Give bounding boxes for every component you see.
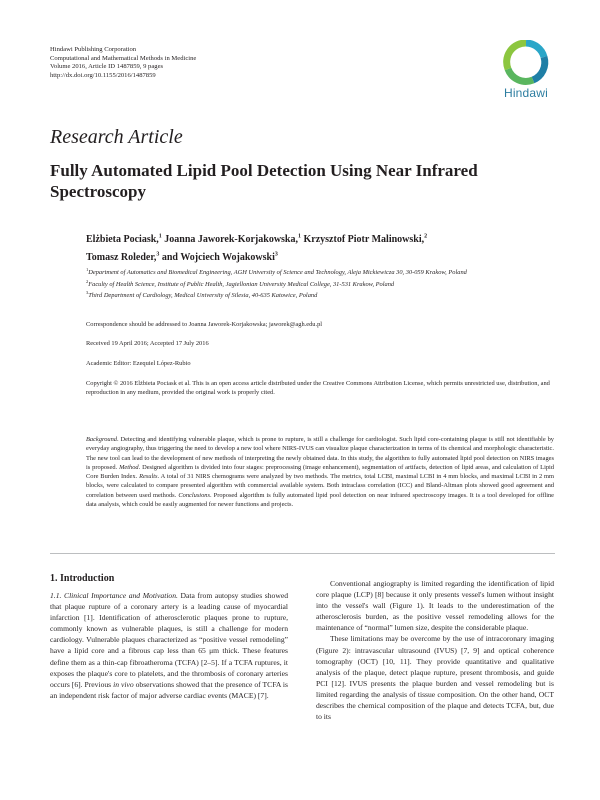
subsection-heading: 1.1. Clinical Importance and Motivation. xyxy=(50,591,178,600)
journal-header xyxy=(50,46,196,80)
affiliation: $^3$Third Department of Cardiology, Medical University of Silesia, 40-635 Katowice, Poland xyxy=(86,290,318,300)
publisher-name: Hindawi Publishing Corporation xyxy=(50,46,137,53)
author: Elżbieta Pociask,$^1$ xyxy=(86,234,162,246)
paper-title: Fully Automated Lipid Pool Detection Using Near Infrared Spectroscopy xyxy=(50,161,478,201)
affiliation: $^2$Faculty of Health Science, Institute of Public Health, Jagiellonian University Medical College, 31-531 Krakow, Poland xyxy=(86,278,395,288)
section-heading: 1. Introduction xyxy=(50,573,115,584)
body-column-right xyxy=(316,578,554,722)
abstract-background-label: Background xyxy=(86,436,117,443)
doi-link[interactable]: http://dx.doi.org/10.1155/2016/1487859 xyxy=(50,71,156,79)
paragraph: These limitations may be overcome by the use of intracoronary imaging (Figure 2): intravascular ultrasound (IVUS) [7, 9] and optical coherence tomography (OCT) [10, 11]. They provide quantitative and qualitative analysis of the plaque, detect plaque rupture, present thrombosis, and guide PCI [12]. IVUS presents the plaque burden and vessel remodeling but is limited regarding the analysis of tissue composition. On the other hand, OCT describes the chemical composition of the plaque and detects TCFA, but, due to its xyxy=(316,634,554,722)
affiliations xyxy=(86,266,556,301)
author-list xyxy=(86,230,526,265)
author: Joanna Jaworek-Korjakowska,$^1$ xyxy=(164,234,301,246)
abstract-method-label: Method xyxy=(119,463,139,471)
abstract: Background. Detecting and identifying vulnerable plaque, which is prone to rupture, is still a challenge for cardiologist. Such lipid core-containing plaque is still not identifiable by everyday angiography, thus triggering the need to develop a new tool where NIRS-IVUS can visualize plaque characterization in terms of its chemical and morphologic characteristic. The new tool can lead to the development of new methods of interpreting the newly obtained data. In this study, the algorithm to fully automated lipid pool detection on NIRS images is proposed. Method. Designed algorithm is divided into four stages: preprocessing (image enhancement), segmentation of artifacts, detection of lipid areas, and calculation of Lipid Core Burden Index. Results. A total of 31 NIRS chemograms were analyzed by two methods. The metrics, total LCBI, maximal LCBI in 4 mm blocks, and maximal LCBI in 2 mm blocks, were calculated to compare presented algorithm with commercial available system. Both intraclass correlation (ICC) and Bland-Altman plots showed good agreement and correlation between used methods. Conclusions. Proposed algorithm is fully automated lipid pool detection on near infrared spectroscopy images. It is a tool developed for offline data analysis, which could be easily augmented for newer functions and projects. xyxy=(86,436,555,509)
academic-editor: Academic Editor: Ezequiel López-Rubio xyxy=(86,360,191,367)
body-column-left: 1.1. Clinical Importance and Motivation. Data from autopsy studies showed that plaque rupture of a coronary artery is a leading cause of myocardial infarction [1]. Identification of atherosclerotic plaques prone to rupture, commonly known as vulnerable plaques, is still a challenge for modern cardiology. Vulnerable plaques characterized as “positive vessel remodeling” have a lipid core and a fibrous cap less than 65 μm thick. These features define them as a thin-cap fibroatheroma (TCFA) [2–5]. If a TCFA ruptures, it exposes the plaque's core to platelets, and the thrombosis of coronary arteries occurs [6]. Previous in vivo observations showed that the presence of TCFA is an independent risk factor of major adverse cardiac events (MACE) [7]. xyxy=(50,591,288,700)
copyright-notice: Copyright © 2016 Elżbieta Pociask et al. This is an open access article distributed under the Creative Commons Attribution License, which permits unrestricted use, distribution, and reproduction in any medium, provided the original work is properly cited. xyxy=(86,380,550,396)
section-divider xyxy=(50,553,555,554)
logo-text: Hindawi xyxy=(503,86,549,100)
received-dates: Received 19 April 2016; Accepted 17 July 2016 xyxy=(86,340,209,347)
affiliation: $^1$Department of Automatics and Biomedical Engineering, AGH University of Science and Technology, Aleja Mickiewicza 30, 30-059 Krakow, Poland xyxy=(86,267,467,277)
author: Tomasz Roleder,$^3$ xyxy=(86,251,160,263)
volume-line: Volume 2016, Article ID 1487859, 9 pages xyxy=(50,63,164,71)
journal-name: Computational and Mathematical Methods in Medicine xyxy=(50,54,197,62)
author: and Wojciech Wojakowski$^3$ xyxy=(161,251,278,263)
hindawi-logo-icon xyxy=(497,40,555,86)
paragraph: Conventional angiography is limited regarding the identification of lipid core plaque (LCP) [8] because it only presents vessel's lumen without insight into the vessel's wall (Figure 1). It leads to the underestimation of the atherosclerosis burden, as the positive vessel remodeling allows for the maintenance of “normal” lumen size, despite the considerable plaque. xyxy=(316,579,554,633)
abstract-conclusions-label: Conclusions xyxy=(178,491,210,499)
correspondence: Correspondence should be addressed to Joanna Jaworek-Korjakowska; jaworek@agh.edu.pl xyxy=(86,321,323,328)
article-type: Research Article xyxy=(50,126,183,148)
abstract-results-label: Results xyxy=(139,473,158,481)
author: Krzysztof Piotr Malinowski,$^2$ xyxy=(303,234,428,246)
hindawi-logo xyxy=(497,40,555,104)
